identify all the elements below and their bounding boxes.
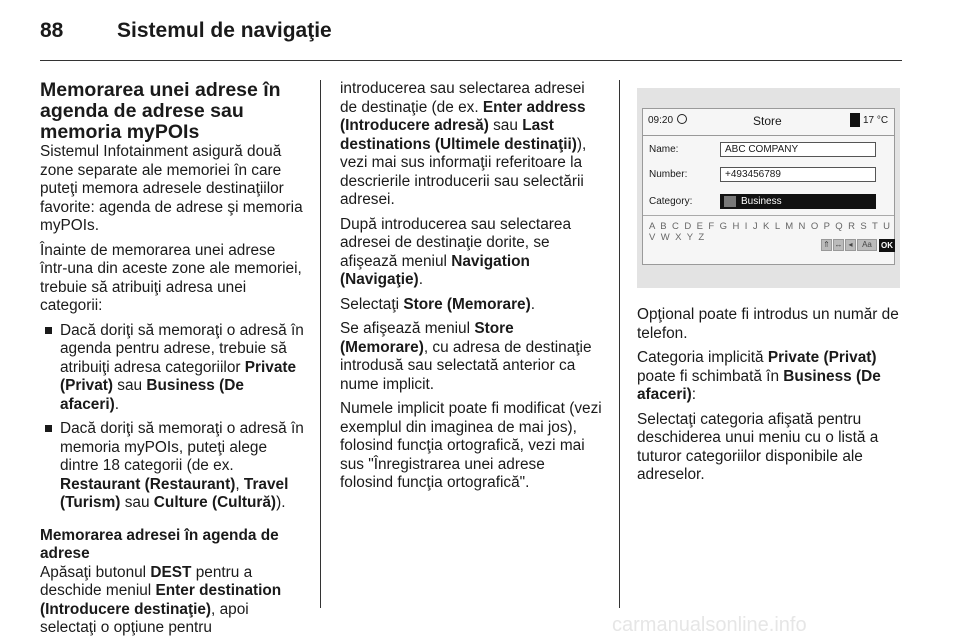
page-header xyxy=(40,12,902,52)
bullet-list xyxy=(40,322,305,513)
column-3 xyxy=(637,306,902,491)
divider xyxy=(643,215,894,216)
number-label: Number: xyxy=(649,169,688,180)
category-label: Category: xyxy=(649,196,693,207)
name-field[interactable]: ABC COMPANY xyxy=(720,142,876,157)
clock-icon xyxy=(677,114,687,124)
page-title: Sistemul de navigaţie xyxy=(117,19,332,42)
alphabet-keyboard[interactable]: A B C D E F G H I J K L M N O P Q R S T U V W X Y Z xyxy=(649,221,892,243)
bullet-icon xyxy=(45,327,52,334)
paragraph: Opţional poate fi introdus un număr de telefon. xyxy=(637,306,899,342)
header-rule xyxy=(40,60,902,61)
number-field[interactable]: +493456789 xyxy=(720,167,876,182)
ok-button[interactable]: OK xyxy=(881,241,893,250)
cursor-key[interactable]: ↔ xyxy=(834,240,843,249)
shift-key[interactable]: ⇑ xyxy=(821,239,832,251)
display-screen xyxy=(642,108,895,265)
delete-key[interactable]: ◂ xyxy=(845,239,856,251)
store-screen-figure xyxy=(637,88,900,288)
paragraph: Numele implicit poate fi modificat (vezi exemplul din imaginea de mai jos), folosind funcţia ortografică, vezi mai sus "Înregistrarea unei adrese folosind funcţia ortografică". xyxy=(340,400,602,491)
column-1 xyxy=(40,80,305,644)
business-category-icon xyxy=(724,196,736,207)
case-key[interactable]: Aa xyxy=(857,239,877,251)
name-label: Name: xyxy=(649,144,679,155)
bullet-icon xyxy=(45,425,52,432)
paragraph: Sistemul Infotainment asigură două zone separate ale memoriei în care puteţi memora adresele destinaţiilor favorite: agenda de adrese şi memoria myPOIs. xyxy=(40,143,303,234)
paragraph: Se afişează meniul Store (Memorare), cu adresa de destinaţie introdusă sau selectată anterior ca nume implicit. xyxy=(340,320,592,393)
paragraph: Selectaţi categoria afişată pentru deschiderea unui meniu cu o listă a tuturor categoriilor disponibile ale adreselor. xyxy=(637,410,879,483)
watermark: carmanualsonline.info xyxy=(612,614,807,636)
paragraph: Selectaţi Store (Memorare). xyxy=(340,295,536,313)
clock-time: 09:20 xyxy=(648,115,674,126)
paragraph: Categoria implicită Private (Privat) poate fi schimbată în Business (De afaceri): xyxy=(637,349,881,403)
column-divider xyxy=(619,80,620,608)
paragraph: După introducerea sau selectarea adresei de destinaţie dorite, se afişează meniul Navigation (Navigaţie). xyxy=(340,215,572,288)
category-field[interactable]: Business xyxy=(720,194,876,209)
column-2 xyxy=(340,80,602,499)
temperature: 17 °C xyxy=(863,115,889,126)
subsection-heading: Memorarea adresei în agenda de adrese xyxy=(40,526,279,562)
paragraph: introducerea sau selectarea adresei de destinaţie (de ex. Enter address (Introducere adresă) sau Last destinations (Ultimele destinaţii)), vezi mai sus informaţii referitoare la descrierile introducerii sau selectării adresei. xyxy=(340,80,587,208)
list-item: Dacă doriţi să memoraţi o adresă în agenda pentru adrese, trebuie să atribuiţi adresa categoriilor Private (Privat) sau Business (De afaceri). xyxy=(40,322,305,415)
list-item: Dacă doriţi să memoraţi o adresă în memoria myPOIs, puteţi alege dintre 18 categorii (de ex. Restaurant (Restaurant), Travel (Turism) sau Culture (Cultură)). xyxy=(40,420,305,513)
column-divider xyxy=(320,80,321,608)
screen-title: Store xyxy=(753,114,782,128)
page-number: 88 xyxy=(40,19,64,42)
phone-icon xyxy=(850,113,860,127)
paragraph: Înainte de memorarea unei adrese într-una din aceste zone ale memoriei, trebuie să atribuiţi adresa unei categorii: xyxy=(40,241,302,314)
paragraph: Apăsaţi butonul DEST pentru a deschide meniul Enter destination (Introducere destinaţie), apoi selectaţi o opţiune pentru xyxy=(40,563,282,636)
status-bar xyxy=(643,109,894,136)
section-heading: Memorarea unei adrese în agenda de adrese sau memoria myPOIs xyxy=(40,79,281,143)
